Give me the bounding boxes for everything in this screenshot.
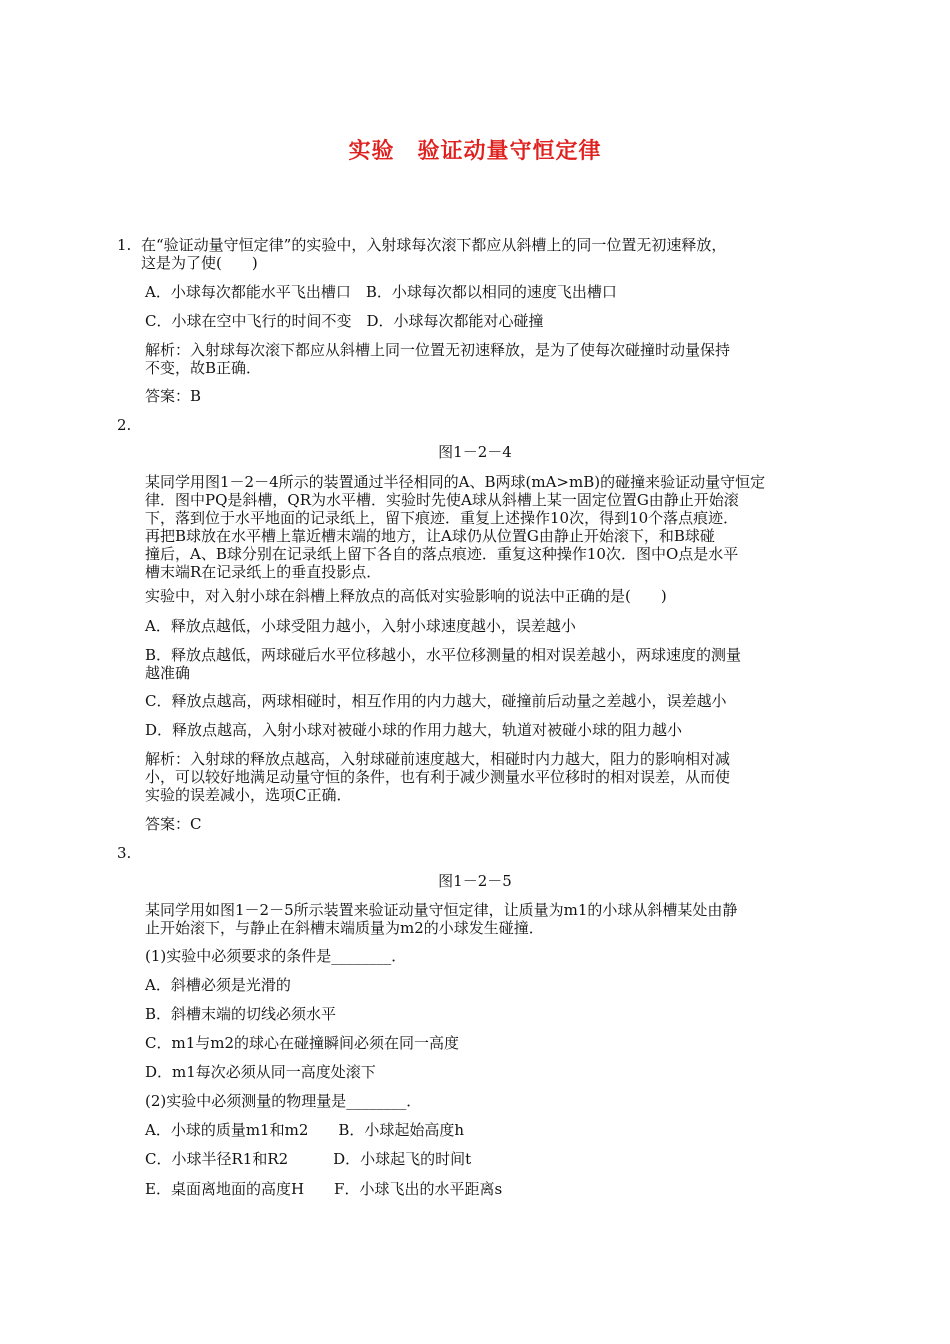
question-1-analysis-line-2: 不变，故B正确．: [145, 359, 262, 377]
question-2-answer: 答案：C: [145, 815, 202, 833]
question-3-sub-2-options-ef: E．桌面离地面的高度H F．小球飞出的水平距离s: [145, 1180, 503, 1198]
question-1-answer: 答案：B: [145, 387, 202, 405]
question-2-stem-line-5: 撞后，A、B球分别在记录纸上留下各自的落点痕迹．重复这种操作10次．图中O点是水平: [145, 545, 739, 563]
question-1-options-ab: A．小球每次都能水平飞出槽口 B．小球每次都以相同的速度飞出槽口: [145, 283, 617, 301]
question-1-number: 1.: [117, 236, 132, 254]
question-2-option-d: D．释放点越高，入射小球对被碰小球的作用力越大，轨道对被碰小球的阻力越小: [145, 721, 683, 739]
question-2-analysis-line-2: 小，可以较好地满足动量守恒的条件，也有利于减少测量水平位移时的相对误差，从而使: [145, 768, 731, 786]
question-2-stem-line-4: 再把B球放在水平槽上靠近槽末端的地方，让A球仍从位置G由静止开始滚下，和B球碰: [145, 527, 715, 545]
question-2-stem-line-3: 下，落到位于水平地面的记录纸上，留下痕迹．重复上述操作10次，得到10个落点痕迹．: [145, 509, 739, 527]
question-2-option-b-line-1: B．释放点越低，两球碰后水平位移越小，水平位移测量的相对误差越小，两球速度的测量: [145, 646, 742, 664]
figure-1-2-4-caption: 图1－2－4: [438, 443, 512, 461]
page-title: 实验 验证动量守恒定律: [348, 139, 602, 164]
question-1-stem-line-2: 这是为了使( ): [141, 254, 258, 272]
question-3-stem-line-1: 某同学用如图1－2－5所示装置来验证动量守恒定律，让质量为m1的小球从斜槽某处由静: [145, 901, 738, 919]
question-3-sub-1-option-a: A．斜槽必须是光滑的: [145, 976, 291, 994]
question-3-sub-2-options-cd: C．小球半径R1和R2 D．小球起飞的时间t: [145, 1150, 472, 1168]
question-2-number: 2.: [117, 416, 132, 434]
question-3-sub-2: (2)实验中必须测量的物理量是________．: [145, 1092, 422, 1110]
question-2-analysis-line-1: 解析：入射球的释放点越高，入射球碰前速度越大，相碰时内力越大，阻力的影响相对减: [145, 750, 731, 768]
question-3-sub-1-option-d: D．m1每次必须从同一高度处滚下: [145, 1063, 376, 1081]
question-2-option-c: C．释放点越高，两球相碰时，相互作用的内力越大，碰撞前后动量之差越小，误差越小: [145, 692, 727, 710]
question-2-question: 实验中，对入射小球在斜槽上释放点的高低对实验影响的说法中正确的是( ): [145, 587, 667, 605]
question-1-stem-line-1: 在“验证动量守恒定律”的实验中，入射球每次滚下都应从斜槽上的同一位置无初速释放，: [141, 236, 727, 254]
question-3-sub-1: (1)实验中必须要求的条件是________．: [145, 947, 407, 965]
question-2-option-b-line-2: 越准确: [145, 664, 191, 682]
question-3-sub-1-option-b: B．斜槽末端的切线必须水平: [145, 1005, 337, 1023]
question-1-analysis-line-1: 解析：入射球每次滚下都应从斜槽上同一位置无初速释放，是为了使每次碰撞时动量保持: [145, 341, 731, 359]
question-2-stem-line-6: 槽末端R在记录纸上的垂直投影点．: [145, 563, 382, 581]
question-2-option-a: A．释放点越低，小球受阻力越小，入射小球速度越小，误差越小: [145, 617, 576, 635]
question-2-stem-line-2: 律．图中PQ是斜槽，QR为水平槽．实验时先使A球从斜槽上某一固定位置G由静止开始滚: [145, 491, 739, 509]
figure-1-2-5-caption: 图1－2－5: [438, 872, 512, 890]
question-3-stem-line-2: 止开始滚下，与静止在斜槽末端质量为m2的小球发生碰撞．: [145, 919, 544, 937]
question-2-stem-line-1: 某同学用图1－2－4所示的装置通过半径相同的A、B两球(mA>mB)的碰撞来验证动量守恒定: [145, 473, 766, 491]
question-3-number: 3.: [117, 844, 132, 862]
question-3-sub-1-option-c: C．m1与m2的球心在碰撞瞬间必须在同一高度: [145, 1034, 460, 1052]
question-2-analysis-line-3: 实验的误差减小，选项C正确．: [145, 786, 352, 804]
question-1-options-cd: C．小球在空中飞行的时间不变 D．小球每次都能对心碰撞: [145, 312, 544, 330]
question-3-sub-2-options-ab: A．小球的质量m1和m2 B．小球起始高度h: [145, 1121, 465, 1139]
